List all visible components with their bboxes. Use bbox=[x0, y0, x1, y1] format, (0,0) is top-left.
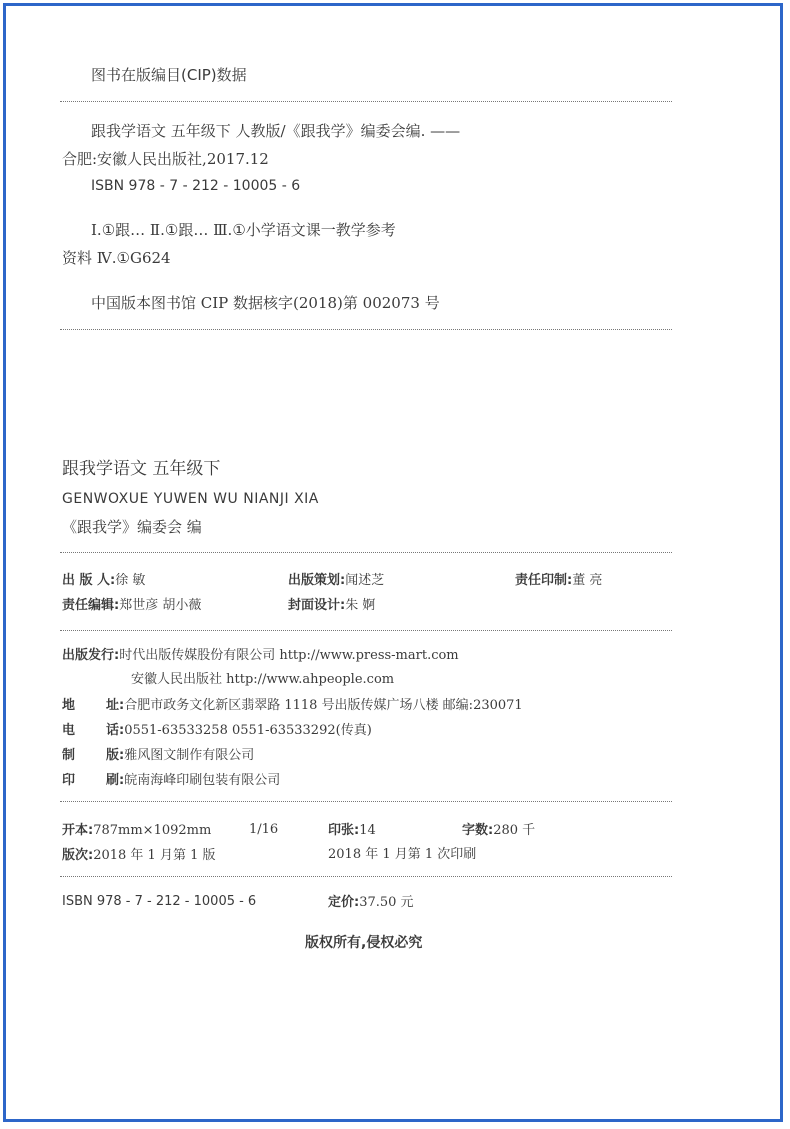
address-row bbox=[62, 696, 75, 715]
sheets-row bbox=[328, 821, 376, 840]
cip-subject-line2: 资料 Ⅳ.①G624 bbox=[62, 249, 171, 267]
printing-value: 2018 年 1 月第 1 次印刷 bbox=[328, 847, 477, 862]
edition-label: 版次: bbox=[62, 848, 94, 863]
print-manager-row bbox=[515, 571, 602, 590]
printer-content bbox=[106, 771, 280, 790]
edition-value: 2018 年 1 月第 1 版 bbox=[93, 848, 216, 863]
sheets-label: 印张: bbox=[328, 823, 360, 838]
price-row bbox=[328, 893, 414, 912]
divider bbox=[60, 329, 672, 330]
print-manager-label: 责任印制: bbox=[515, 573, 573, 588]
divider bbox=[60, 101, 672, 102]
address-content bbox=[106, 696, 523, 715]
address-label-suffix: 址: bbox=[106, 698, 125, 713]
phone-label-char: 电 bbox=[62, 723, 76, 738]
printer-label-suffix: 刷: bbox=[106, 773, 125, 788]
divider bbox=[60, 801, 672, 802]
price-value: 37.50 元 bbox=[359, 895, 414, 910]
copyright-notice: 版权所有,侵权必究 bbox=[305, 935, 423, 951]
book-author: 《跟我学》编委会 编 bbox=[62, 518, 202, 536]
plate-making-row bbox=[62, 746, 75, 765]
printer-value: 皖南海峰印刷包装有限公司 bbox=[124, 773, 281, 788]
bottom-isbn: ISBN 978 - 7 - 212 - 10005 - 6 bbox=[62, 894, 257, 909]
words-row bbox=[462, 821, 535, 840]
words-value: 280 千 bbox=[493, 823, 536, 838]
divider bbox=[60, 630, 672, 631]
book-title: 跟我学语文 五年级下 bbox=[62, 459, 221, 479]
cover-design-row bbox=[288, 596, 375, 615]
format-row bbox=[62, 821, 211, 840]
plate-making-label-suffix: 版: bbox=[106, 748, 125, 763]
distribution-value: 时代出版传媒股份有限公司 http://www.press-mart.com bbox=[119, 648, 459, 663]
sheets-value: 14 bbox=[359, 823, 376, 838]
printer-row bbox=[62, 771, 75, 790]
printer-label-char: 印 bbox=[62, 773, 76, 788]
words-label: 字数: bbox=[462, 823, 494, 838]
editor-value: 郑世彦 胡小薇 bbox=[119, 598, 202, 613]
cip-subject-line1: Ⅰ.①跟… Ⅱ.①跟… Ⅲ.①小学语文课一教学参考 bbox=[91, 221, 396, 239]
phone-row bbox=[62, 721, 75, 740]
format-value: 787mm×1092mm bbox=[93, 823, 212, 838]
print-manager-value: 董 亮 bbox=[572, 573, 603, 588]
publisher-row bbox=[62, 571, 145, 590]
planner-row bbox=[288, 571, 384, 590]
distribution-label: 出版发行: bbox=[62, 648, 120, 663]
plate-making-value: 雅风图文制作有限公司 bbox=[124, 748, 255, 763]
cip-number: 中国版本图书馆 CIP 数据核字(2018)第 002073 号 bbox=[91, 294, 440, 312]
cip-title-line2: 合肥:安徽人民出版社,2017.12 bbox=[62, 150, 269, 168]
address-label-char: 地 bbox=[62, 698, 76, 713]
distribution-line2: 安徽人民出版社 http://www.ahpeople.com bbox=[131, 672, 395, 687]
editor-row bbox=[62, 596, 201, 615]
cip-isbn: ISBN 978 - 7 - 212 - 10005 - 6 bbox=[91, 178, 301, 194]
editor-label: 责任编辑: bbox=[62, 598, 120, 613]
book-pinyin: GENWOXUE YUWEN WU NIANJI XIA bbox=[62, 491, 319, 507]
planner-value: 闻述芝 bbox=[345, 573, 385, 588]
address-value: 合肥市政务文化新区翡翠路 1118 号出版传媒广场八楼 邮编:230071 bbox=[124, 698, 523, 713]
plate-making-content bbox=[106, 746, 254, 765]
cover-design-value: 朱 婀 bbox=[345, 598, 376, 613]
phone-value: 0551-63533258 0551-63533292(传真) bbox=[124, 723, 372, 738]
planner-label: 出版策划: bbox=[288, 573, 346, 588]
divider bbox=[60, 552, 672, 553]
page-border bbox=[3, 3, 783, 1122]
distribution-row bbox=[62, 646, 459, 665]
plate-making-label-char: 制 bbox=[62, 748, 76, 763]
cover-design-label: 封面设计: bbox=[288, 598, 346, 613]
divider bbox=[60, 876, 672, 877]
cip-title-line1: 跟我学语文 五年级下 人教版/《跟我学》编委会编. —— bbox=[91, 122, 461, 140]
phone-content bbox=[106, 721, 372, 740]
fold-value: 1/16 bbox=[249, 822, 279, 837]
price-label: 定价: bbox=[328, 895, 360, 910]
publisher-label: 出 版 人: bbox=[62, 573, 116, 588]
edition-row bbox=[62, 846, 216, 865]
format-label: 开本: bbox=[62, 823, 94, 838]
publisher-value: 徐 敏 bbox=[115, 573, 146, 588]
cip-heading: 图书在版编目(CIP)数据 bbox=[91, 66, 247, 84]
phone-label-suffix: 话: bbox=[106, 723, 125, 738]
